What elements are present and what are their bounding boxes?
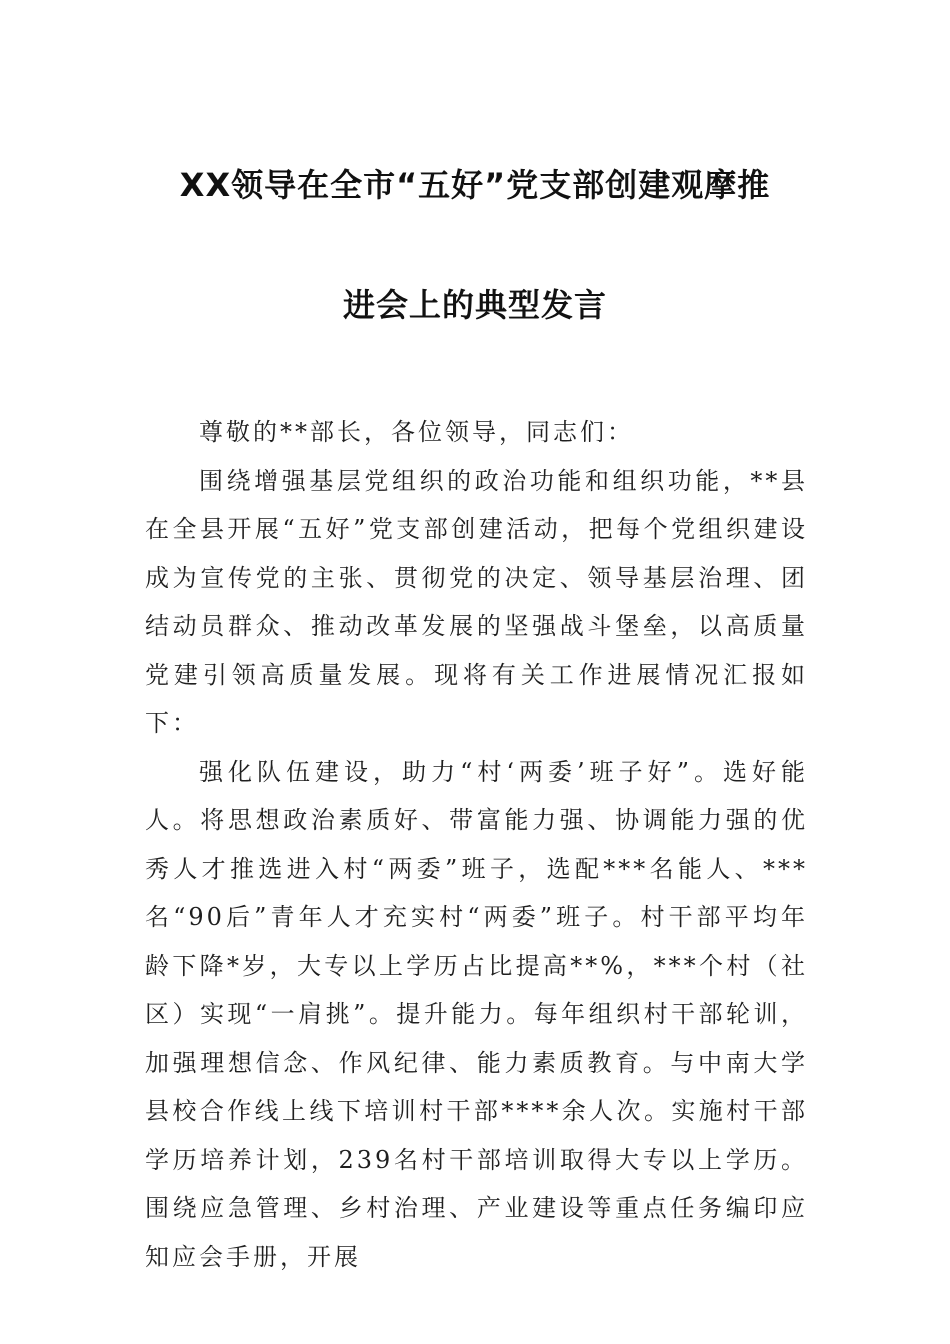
document-body: [145, 408, 808, 1281]
document-title-line-1: XX领导在全市“五好”党支部创建观摩推: [179, 166, 771, 204]
salutation: 尊敬的**部长，各位领导，同志们：: [199, 418, 634, 446]
paragraph-intro: 围绕增强基层党组织的政治功能和组织功能，**县在全县开展“五好”党支部创建活动，把每个党组织建设成为宣传党的主张、贯彻党的决定、领导基层治理、团结动员群众、推动改革发展的坚强战斗堡垒，以高质量党建引领高质量发展。现将有关工作进展情况汇报如下：: [145, 466, 808, 737]
paragraph-team-building: 强化队伍建设，助力“村‘两委’班子好”。选好能人。将思想政治素质好、带富能力强、协调能力强的优秀人才推选进入村“两委”班子，选配***名能人、***名“90后”青年人才充实村“两委”班子。村干部平均年龄下降*岁，大专以上学历占比提高**%，***个村（社区）实现“一肩挑”。提升能力。每年组织村干部轮训，加强理想信念、作风纪律、能力素质教育。与中南大学县校合作线上线下培训村干部****余人次。实施村干部学历培养计划，239名村干部培训取得大专以上学历。围绕应急管理、乡村治理、产业建设等重点任务编印应知应会手册，开展: [145, 757, 808, 1271]
document-title-line-2: 进会上的典型发言: [342, 286, 607, 324]
